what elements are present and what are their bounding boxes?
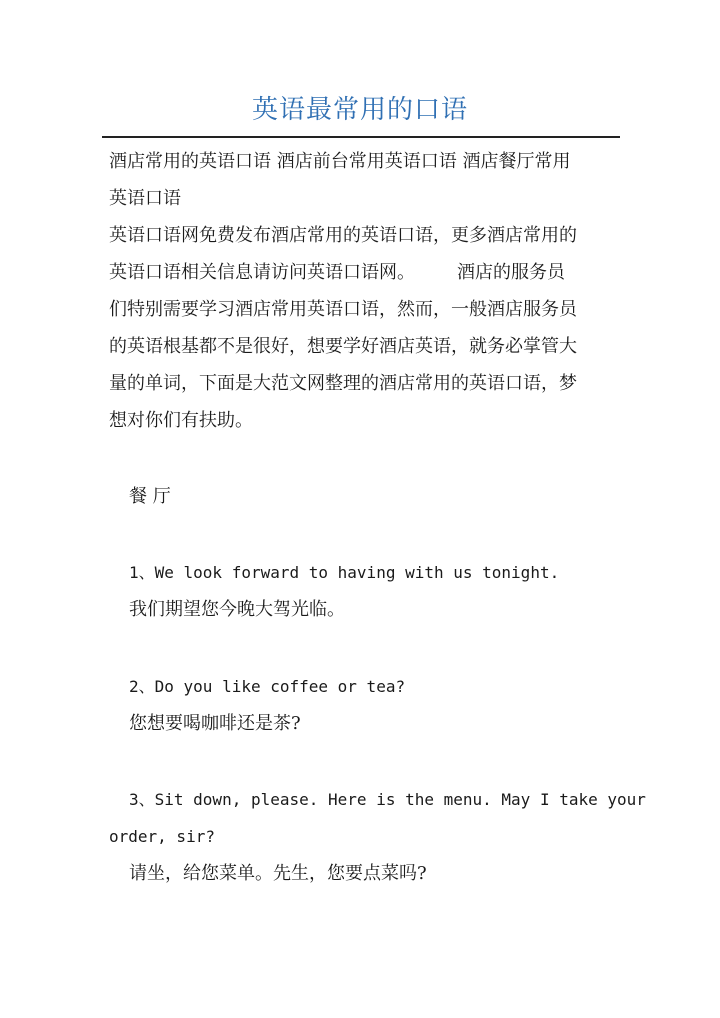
intro-line-split xyxy=(109,254,614,291)
intro-line: 想对你们有扶助。 xyxy=(109,410,253,431)
phrase-item-1 xyxy=(109,554,614,628)
intro-line-part: 英语口语相关信息请访问英语口语网。 xyxy=(109,262,415,283)
phrase-english: 2、Do you like coffee or tea? xyxy=(129,677,406,696)
phrase-english: 3、Sit down, please. Here is the menu. May I take your xyxy=(129,790,646,809)
intro-line: 酒店常用的英语口语 酒店前台常用英语口语 酒店餐厅常用 xyxy=(109,151,571,172)
phrase-item-3 xyxy=(109,781,646,892)
intro-paragraph xyxy=(109,143,614,439)
intro-line: 的英语根基都不是很好，想要学好酒店英语，就务必掌管大 xyxy=(109,336,577,357)
document-title: 英语最常用的口语 xyxy=(251,95,468,125)
intro-line-part: 酒店的服务员 xyxy=(457,262,565,283)
phrase-english: 1、We look forward to having with us tonight. xyxy=(129,563,560,582)
phrase-chinese: 请坐，给您菜单。先生，您要点菜吗? xyxy=(129,863,427,884)
intro-line: 量的单词，下面是大范文网整理的酒店常用的英语口语，梦 xyxy=(109,373,577,394)
phrase-chinese: 我们期望您今晚大驾光临。 xyxy=(129,599,345,620)
intro-line: 英语口语 xyxy=(109,188,181,209)
title-underline xyxy=(102,136,620,138)
intro-line: 们特别需要学习酒店常用英语口语，然而，一般酒店服务员 xyxy=(109,299,577,320)
section-heading: 餐 厅 xyxy=(129,486,171,507)
intro-line: 英语口语网免费发布酒店常用的英语口语，更多酒店常用的 xyxy=(109,225,577,246)
phrase-item-2 xyxy=(109,668,614,742)
phrase-chinese: 您想要喝咖啡还是茶? xyxy=(129,713,301,734)
phrase-english-continued: order, sir? xyxy=(109,827,215,846)
